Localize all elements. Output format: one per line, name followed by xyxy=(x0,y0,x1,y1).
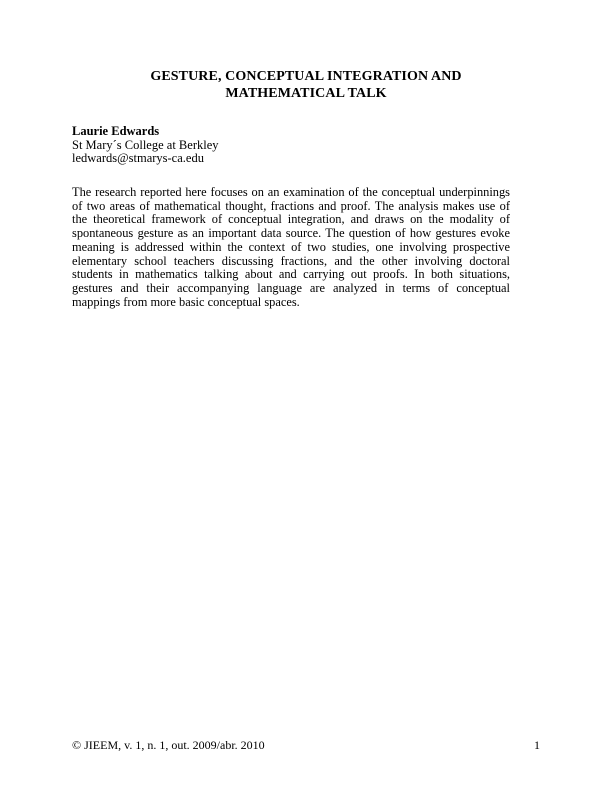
author-email: ledwards@stmarys-ca.edu xyxy=(72,151,204,166)
author-name: Laurie Edwards xyxy=(72,124,160,138)
footer-page-number: 1 xyxy=(534,738,540,752)
page-footer xyxy=(72,738,540,752)
footer-journal-info: © JIEEM, v. 1, n. 1, out. 2009/abr. 2010 xyxy=(72,738,265,752)
paper-title-line-2: MATHEMATICAL TALK xyxy=(225,86,387,101)
author-affiliation: St Mary´s College at Berkley xyxy=(72,137,219,152)
author-block xyxy=(72,125,219,166)
abstract-paragraph: The research reported here focuses on an examination of the conceptual underpinnings of two areas of mathematical thought, fractions and proof. The analysis makes use of the theoretical framework of conceptual integration, and draws on the modality of spontaneous gesture as an important data source. The question of how gestures evoke meaning is addressed within the context of two studies, one involving prospective elementary school teachers discussing fractions, and the other involving doctoral students in mathematics talking about and carrying out proofs. In both situations, gestures and their accompanying language are analyzed in terms of conceptual mappings from more basic conceptual spaces. xyxy=(72,185,510,309)
paper-title xyxy=(72,68,540,102)
paper-title-line-1: GESTURE, CONCEPTUAL INTEGRATION AND xyxy=(150,69,462,84)
